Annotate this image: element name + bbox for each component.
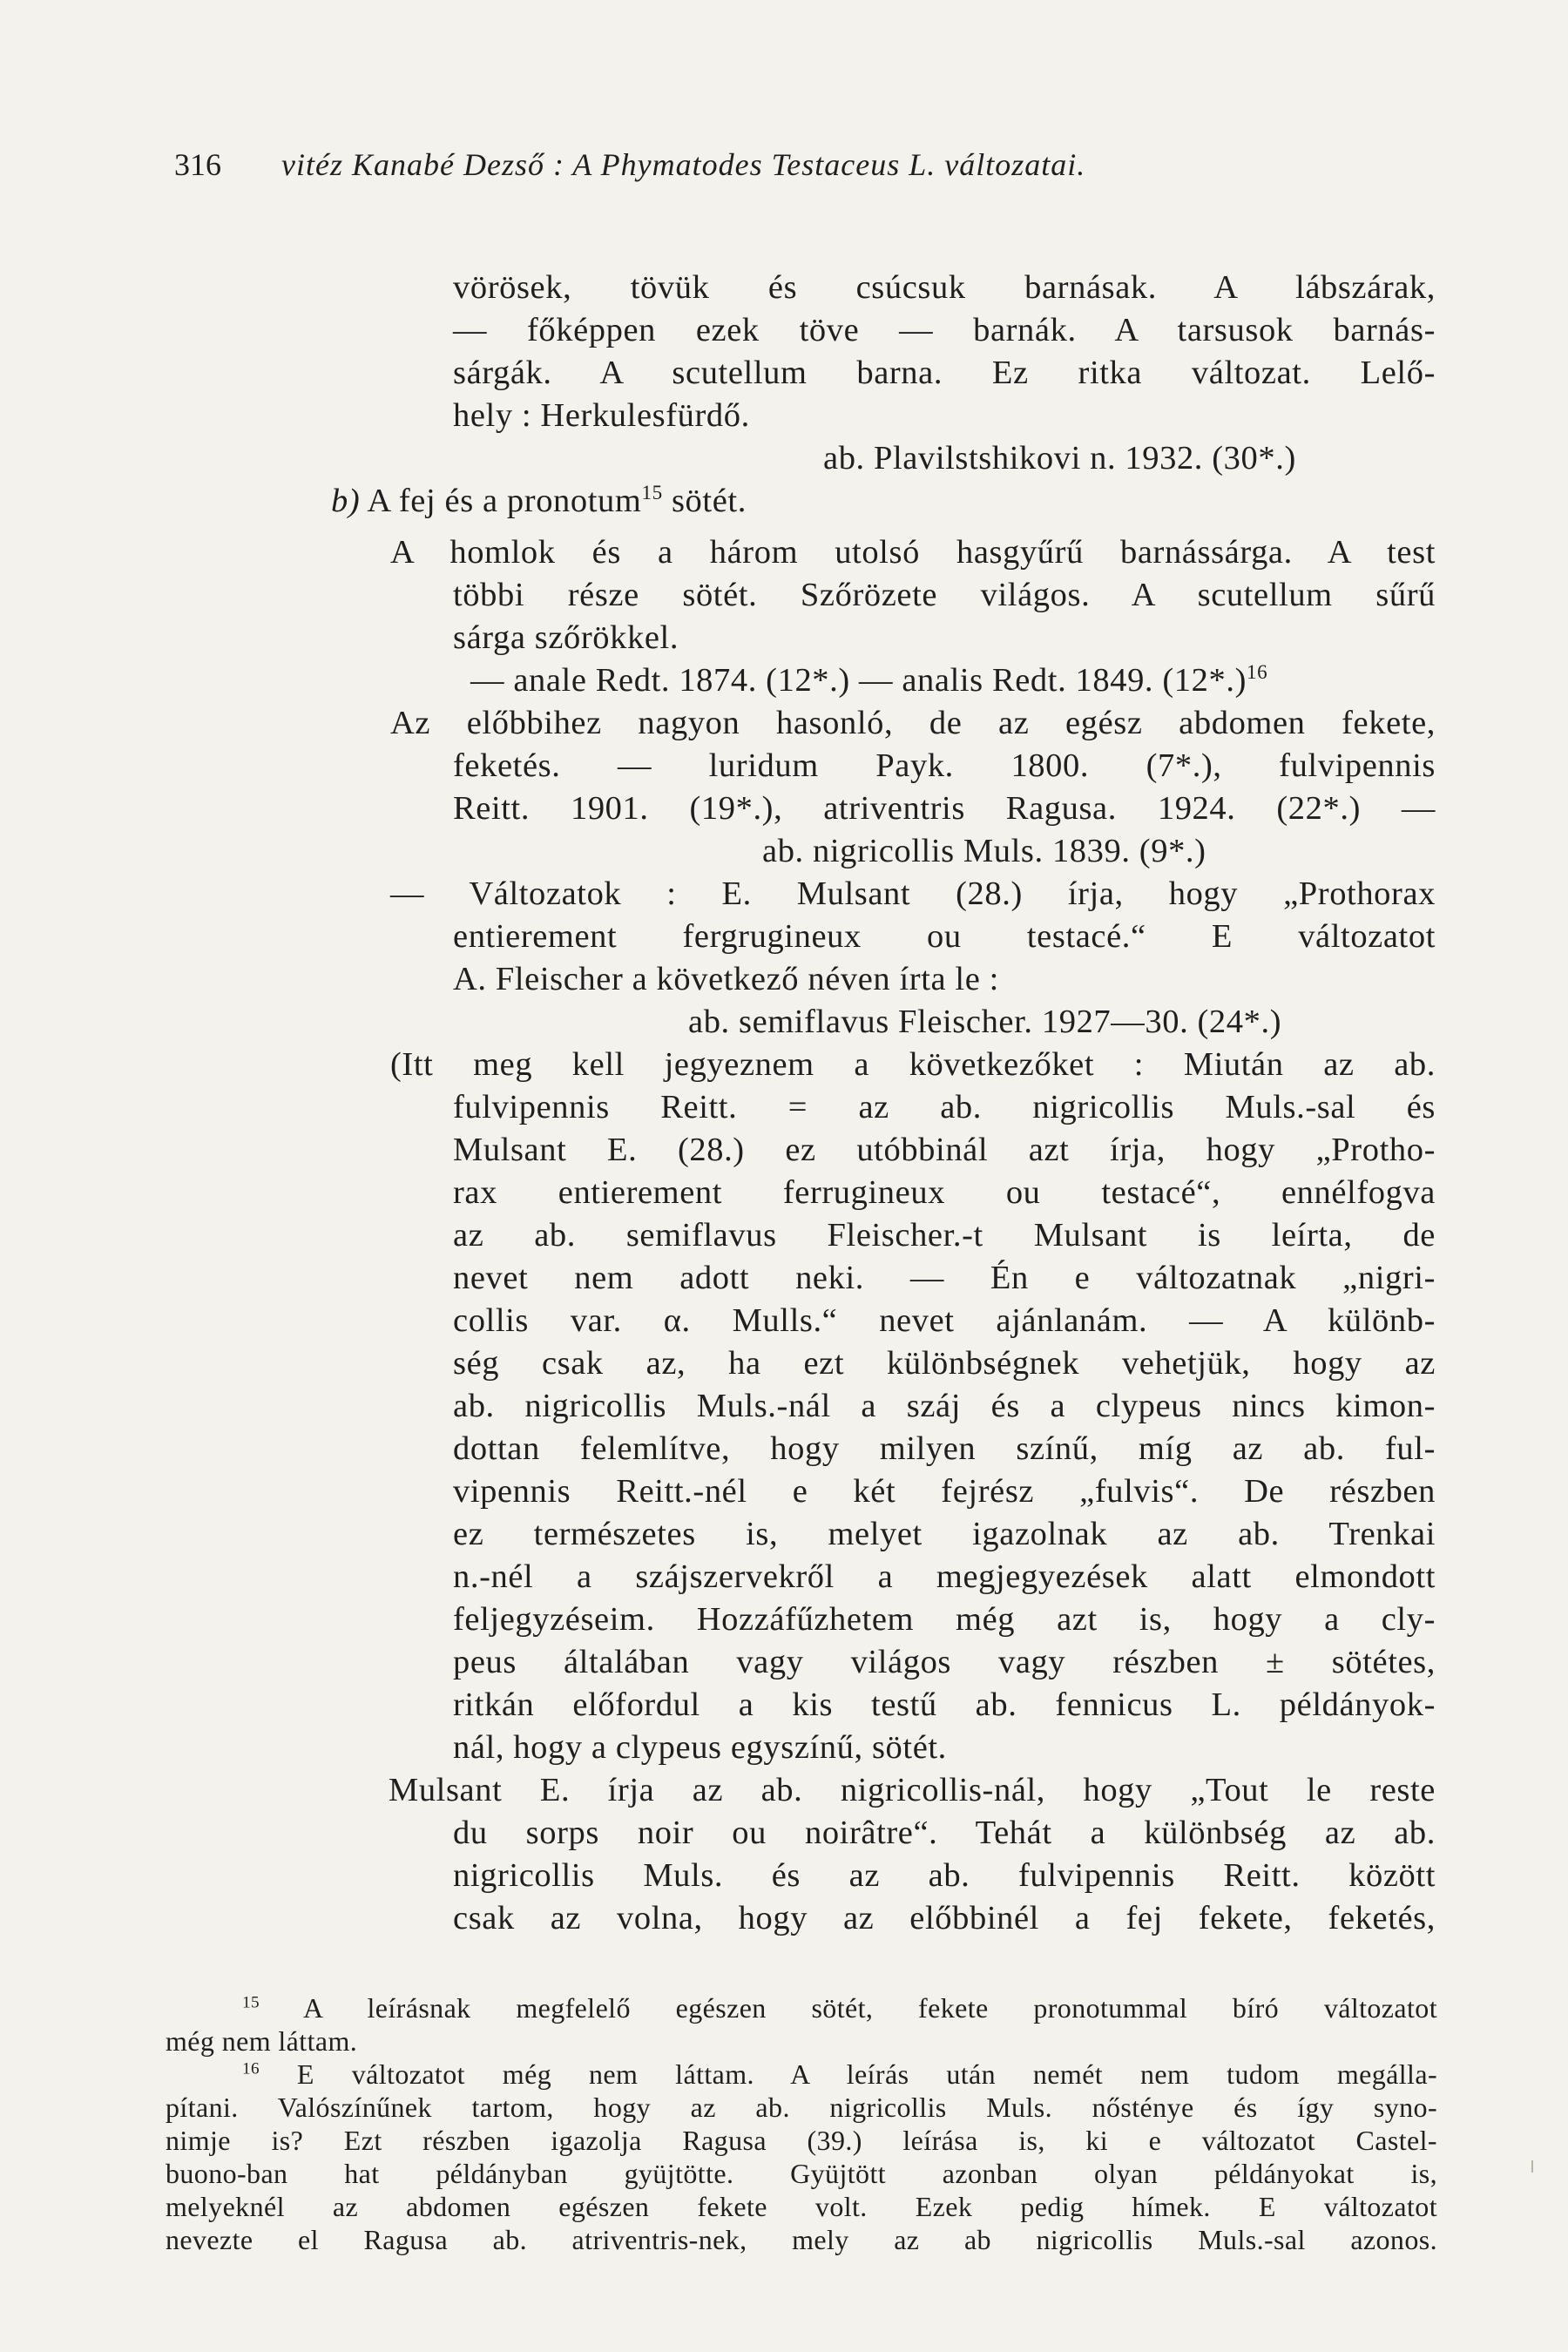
page-number: 316 — [174, 147, 221, 182]
footnote-line: még nem láttam. — [166, 2025, 358, 2057]
subsection-heading-b — [331, 480, 747, 522]
footnote-line: buono-ban hat példányban gyüjtötte. Gyüjtött azonban olyan példányokat is, — [166, 2158, 1437, 2189]
text-line: hely : Herkulesfürdő. — [453, 397, 750, 434]
text-line: n.-nél a szájszervekről a megjegyezések alatt elmondott — [453, 1558, 1436, 1595]
footnote-line: nevezte el Ragusa ab. atriventris-nek, mely az ab nigricollis Muls.-sal azonos. — [166, 2224, 1437, 2255]
text-line: sárga szőrökkel. — [453, 619, 679, 656]
running-header — [174, 146, 1437, 183]
text-line: vörösek, tövük és csúcsuk barnásak. A lábszárak, — [453, 269, 1436, 306]
running-title: vitéz Kanabé Dezső : A Phymatodes Testaceus L. változatai. — [281, 147, 1086, 182]
text-line: Reitt. 1901. (19*.), atriventris Ragusa. 1924. (22*.) — — [453, 790, 1436, 827]
heading-text-end: sötét. — [662, 483, 747, 519]
footnote-16 — [242, 2058, 1437, 2091]
text-line: nál, hogy a clypeus egyszínű, sötét. — [453, 1729, 947, 1766]
text-line: ab. semiflavus Fleischer. 1927—30. (24*.) — [688, 1004, 1282, 1040]
text-line: Mulsant E. írja az ab. nigricollis-nál, hogy „Tout le reste — [389, 1772, 1436, 1808]
text-line: csak az volna, hogy az előbbinél a fej fekete, feketés, — [453, 1900, 1436, 1936]
text-line: ab. nigricollis Muls. 1839. (9*.) — [762, 833, 1206, 869]
text-line: Az előbbihez nagyon hasonló, de az egész abdomen fekete, — [390, 705, 1436, 741]
heading-text: b) A fej és a pronotum — [331, 483, 642, 519]
footnote-text: E változatot még nem láttam. A leírás után nemét nem tudom megálla- — [260, 2058, 1437, 2090]
text-line: collis var. α. Mulls.“ nevet ajánlanám. — A különb- — [453, 1302, 1436, 1339]
text-line: A. Fleischer a következő néven írta le : — [453, 961, 999, 997]
text-line — [470, 659, 1267, 701]
text-line: ritkán előfordul a kis testű ab. fennicus L. példányok- — [453, 1686, 1436, 1723]
text-line: vipennis Reitt.-nél e két fejrész „fulvis“. De részben — [453, 1473, 1436, 1510]
text-line: ez természetes is, melyet igazolnak az ab. Trenkai — [453, 1516, 1436, 1552]
text-line: többi része sötét. Szőrözete világos. A scutellum sűrű — [453, 577, 1436, 613]
text-line: dottan felemlítve, hogy milyen színű, míg az ab. ful- — [453, 1430, 1436, 1467]
text-line: sárgák. A scutellum barna. Ez ritka változat. Lelő- — [453, 355, 1436, 391]
text-line: ab. Plavilstshikovi n. 1932. (30*.) — [823, 440, 1296, 476]
footnote-number: 16 — [242, 2059, 260, 2078]
list-marker: b) — [331, 483, 361, 519]
text-line: du sorps noir ou noirâtre“. Tehát a különbség az ab. — [453, 1815, 1436, 1851]
text-line: peus általában vagy világos vagy részben ± sötétes, — [453, 1644, 1436, 1680]
text-line: feljegyzéseim. Hozzáfűzhetem még azt is, hogy a cly- — [453, 1601, 1436, 1638]
text-line-main: — anale Redt. 1874. (12*.) — analis Redt. 1849. (12*.) — [470, 662, 1247, 699]
text-line: — Változatok : E. Mulsant (28.) írja, hogy „Prothorax — [390, 875, 1436, 912]
text-line: (Itt meg kell jegyeznem a következőket : Miután az ab. — [390, 1046, 1436, 1083]
footnote-line: nimje is? Ezt részben igazolja Ragusa (39.) leírása is, ki e változatot Castel- — [166, 2125, 1437, 2156]
text-line: az ab. semiflavus Fleischer.-t Mulsant is leírta, de — [453, 1217, 1436, 1254]
text-line: Mulsant E. (28.) ez utóbbinál azt írja, hogy „Protho- — [453, 1132, 1436, 1168]
footnote-15 — [242, 1991, 1437, 2024]
footnote-number: 15 — [242, 1993, 260, 2012]
text-line: nevet nem adott neki. — Én e változatnak „nigri- — [453, 1260, 1436, 1296]
text-line: rax entierement ferrugineux ou testacé“, ennélfogva — [453, 1174, 1436, 1211]
text-line: — főképpen ezek töve — barnák. A tarsusok barnás- — [453, 312, 1436, 348]
footnote-ref-15: 15 — [641, 481, 663, 504]
text-line: ab. nigricollis Muls.-nál a száj és a clypeus nincs kimon- — [453, 1388, 1436, 1424]
text-line: entierement fergrugineux ou testacé.“ E változatot — [453, 918, 1436, 955]
text-line: nigricollis Muls. és az ab. fulvipennis Reitt. között — [453, 1857, 1436, 1894]
footnote-line: melyeknél az abdomen egészen fekete volt. Ezek pedig hímek. E változatot — [166, 2191, 1437, 2222]
text-line: ség csak az, ha ezt különbségnek vehetjük, hogy az — [453, 1345, 1436, 1382]
footnote-text: A leírásnak megfelelő egészen sötét, fekete pronotummal bíró változatot — [260, 1992, 1437, 2024]
text-line: fulvipennis Reitt. = az ab. nigricollis Muls.-sal és — [453, 1089, 1436, 1125]
text-line: feketés. — luridum Payk. 1800. (7*.), fulvipennis — [453, 747, 1436, 784]
footnote-ref-16: 16 — [1247, 660, 1268, 684]
text-line: A homlok és a három utolsó hasgyűrű barnássárga. A test — [390, 534, 1436, 571]
footnote-line: pítani. Valószínűnek tartom, hogy az ab. nigricollis Muls. nősténye és így syno- — [166, 2092, 1437, 2123]
paper-mark — [1531, 2160, 1533, 2173]
